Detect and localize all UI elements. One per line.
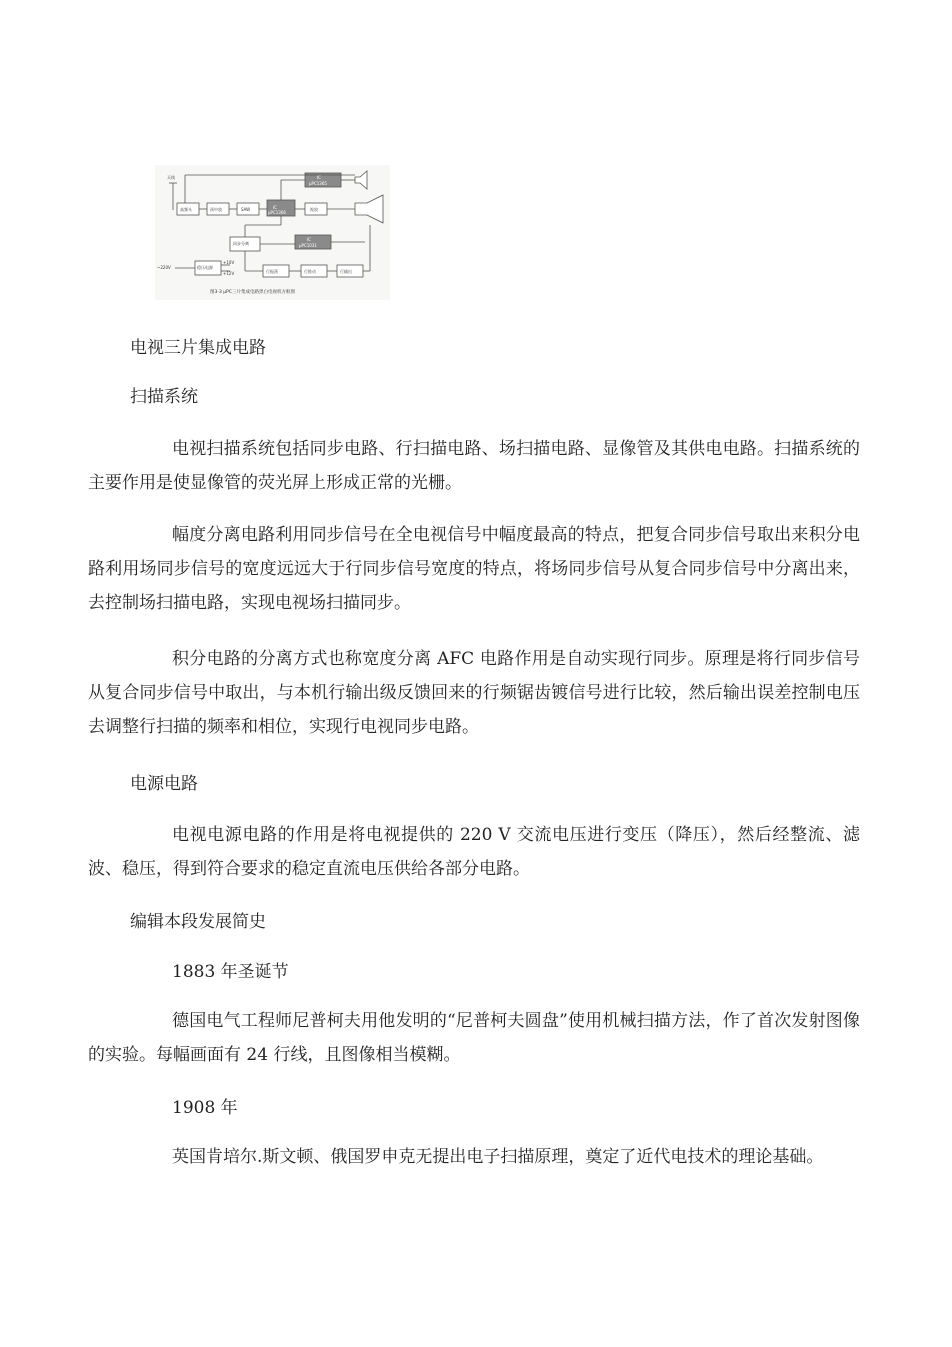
heading-scan-system: 扫描系统: [130, 387, 198, 407]
svg-text:IC: IC: [273, 205, 277, 210]
figure-caption: 图3-3 μPC三片集成电路黑白电视机方框图: [210, 290, 295, 295]
paragraph-scan-intro: 电视扫描系统包括同步电路、行扫描电路、场扫描电路、显像管及其供电电路。扫描系统的主要作用是使显像管的荧光屏上形成正常的光栅。: [88, 439, 860, 493]
svg-text:视放: 视放: [310, 207, 318, 212]
paragraph-power: 电视电源电路的作用是将电视提供的 220 V 交流电压进行变压（降压），然后经整流、滤波、稳压，得到符合要求的稳定直流电压供给各部分电路。: [88, 825, 860, 879]
block-diagram: [155, 165, 390, 300]
block-diagram-figure: [155, 165, 390, 300]
heading-power-circuit: 电源电路: [130, 774, 198, 794]
paragraph-afc: 积分电路的分离方式也称宽度分离 AFC 电路作用是自动实现行同步。原理是将行同步信号从复合同步信号中取出，与本机行输出级反馈回来的行频锯齿镀信号进行比较，然后输出误差控制电压去调整行扫描的频率和相位，实现行电视同步电路。: [88, 649, 860, 737]
svg-text:+10V: +10V: [223, 260, 235, 265]
svg-text:μPC1031: μPC1031: [299, 243, 317, 248]
svg-text:稳压电源: 稳压电源: [197, 265, 213, 270]
subheading-1908: 1908 年: [172, 1098, 238, 1118]
subheading-1883: 1883 年圣诞节: [172, 962, 289, 982]
svg-text:μPC1365: μPC1365: [309, 181, 327, 186]
svg-text:+12V: +12V: [223, 271, 235, 276]
paragraph-1883: 德国电气工程师尼普柯夫用他发明的“尼普柯夫圆盘”使用机械扫描方法，作了首次发射图像的实验。每幅画面有 24 行线，且图像相当模糊。: [88, 1011, 860, 1065]
paragraph-1908: 英国肯培尔.斯文顿、俄国罗申克无提出电子扫描原理，奠定了近代电技术的理论基础。: [172, 1147, 824, 1167]
svg-text:行推动: 行推动: [304, 269, 316, 274]
svg-text:IC: IC: [307, 237, 311, 242]
svg-text:行振荡: 行振荡: [266, 269, 278, 274]
svg-text:行输出: 行输出: [340, 269, 352, 274]
svg-text:SAW: SAW: [241, 207, 251, 212]
svg-text:天线: 天线: [167, 175, 175, 180]
svg-text:预中放: 预中放: [210, 207, 222, 212]
heading-history: 编辑本段发展简史: [130, 912, 266, 932]
heading-three-chip: 电视三片集成电路: [130, 338, 266, 358]
svg-text:IC: IC: [317, 175, 321, 180]
svg-text:同步分离: 同步分离: [233, 241, 249, 246]
svg-text:高频头: 高频头: [180, 207, 192, 212]
paragraph-amplitude-separation: 幅度分离电路利用同步信号在全电视信号中幅度最高的特点，把复合同步信号取出来积分电路利用场同步信号的宽度远远大于行同步信号宽度的特点，将场同步信号从复合同步信号中分离出来，去控制场扫描电路，实现电视场扫描同步。: [88, 525, 860, 613]
svg-text:μPC1366: μPC1366: [268, 210, 286, 215]
svg-text:~220V: ~220V: [157, 265, 171, 270]
